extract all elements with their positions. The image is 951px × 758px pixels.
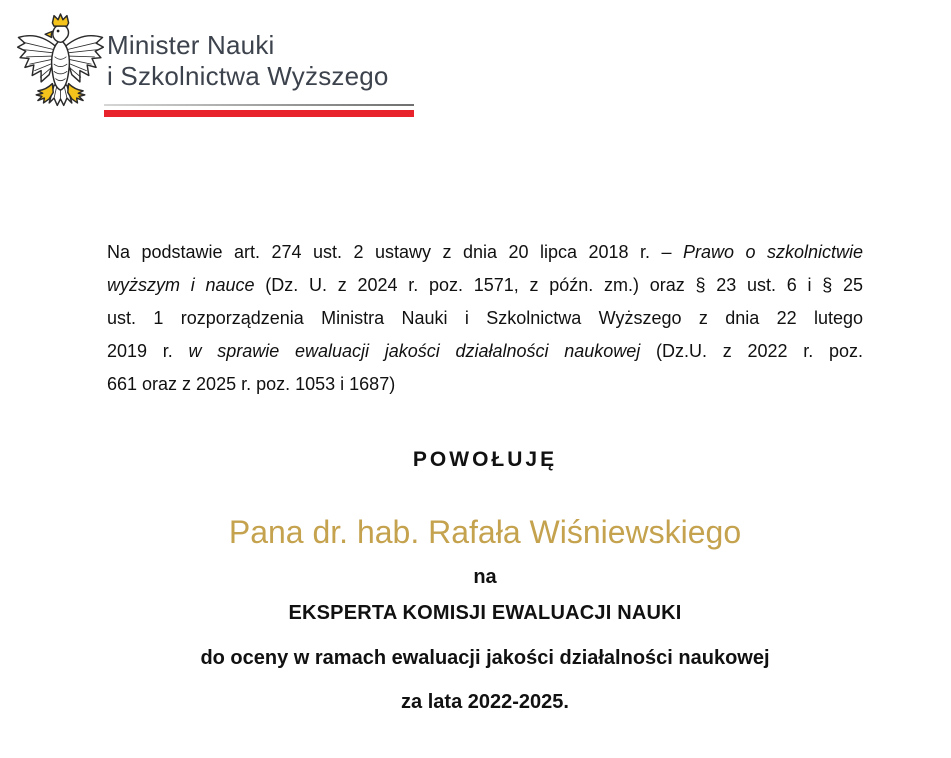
legal-text-segment: 2019 r. bbox=[107, 341, 189, 361]
appointment-preposition: na bbox=[473, 566, 497, 588]
legal-text-italic-segment: wyższym i nauce bbox=[107, 275, 255, 295]
legal-basis-line bbox=[107, 368, 863, 401]
legal-text-segment: (Dz. U. z 2024 r. poz. 1571, z późn. zm.) oraz § 23 ust. 6 i § 25 bbox=[254, 275, 863, 295]
legal-text-italic-segment: Prawo o szkolnictwie bbox=[682, 242, 864, 262]
appointment-role: EKSPERTA KOMISJI EWALUACJI NAUKI bbox=[288, 602, 682, 624]
appointment-heading: POWOŁUJĘ bbox=[412, 448, 558, 471]
legal-basis-line bbox=[107, 236, 863, 269]
ministry-name-line2: i Szkolnictwa Wyższego bbox=[107, 61, 389, 91]
legal-text-segment: (Dz.U. z 2022 r. poz. bbox=[640, 341, 863, 361]
flag-rule bbox=[104, 104, 414, 117]
appointee-name: Pana dr. hab. Rafała Wiśniewskiego bbox=[228, 514, 742, 550]
legal-basis-line bbox=[107, 335, 863, 368]
appointment-scope: do oceny w ramach ewaluacji jakości działalności naukowej bbox=[200, 647, 770, 669]
flag-rule-gray-stripe bbox=[104, 104, 414, 106]
flag-rule-red-stripe bbox=[104, 110, 414, 117]
ministry-name bbox=[107, 30, 389, 92]
legal-text-segment: Na podstawie art. 274 ust. 2 ustawy z dnia 20 lipca 2018 r. – bbox=[107, 242, 683, 262]
legal-text-italic-segment: w sprawie ewaluacji jakości działalności naukowej bbox=[188, 341, 641, 361]
legal-basis-line bbox=[107, 269, 863, 302]
appointment-period: za lata 2022-2025. bbox=[401, 691, 569, 713]
legal-basis-paragraph bbox=[107, 236, 863, 401]
legal-text-segment: ust. 1 rozporządzenia Ministra Nauki i Szkolnictwa Wyższego z dnia 22 lutego bbox=[107, 308, 863, 328]
ministry-name-line1: Minister Nauki bbox=[107, 30, 275, 60]
legal-text-segment: 661 oraz z 2025 r. poz. 1053 i 1687) bbox=[107, 374, 396, 394]
legal-basis-line bbox=[107, 302, 863, 335]
polish-eagle-emblem-icon bbox=[12, 12, 109, 126]
